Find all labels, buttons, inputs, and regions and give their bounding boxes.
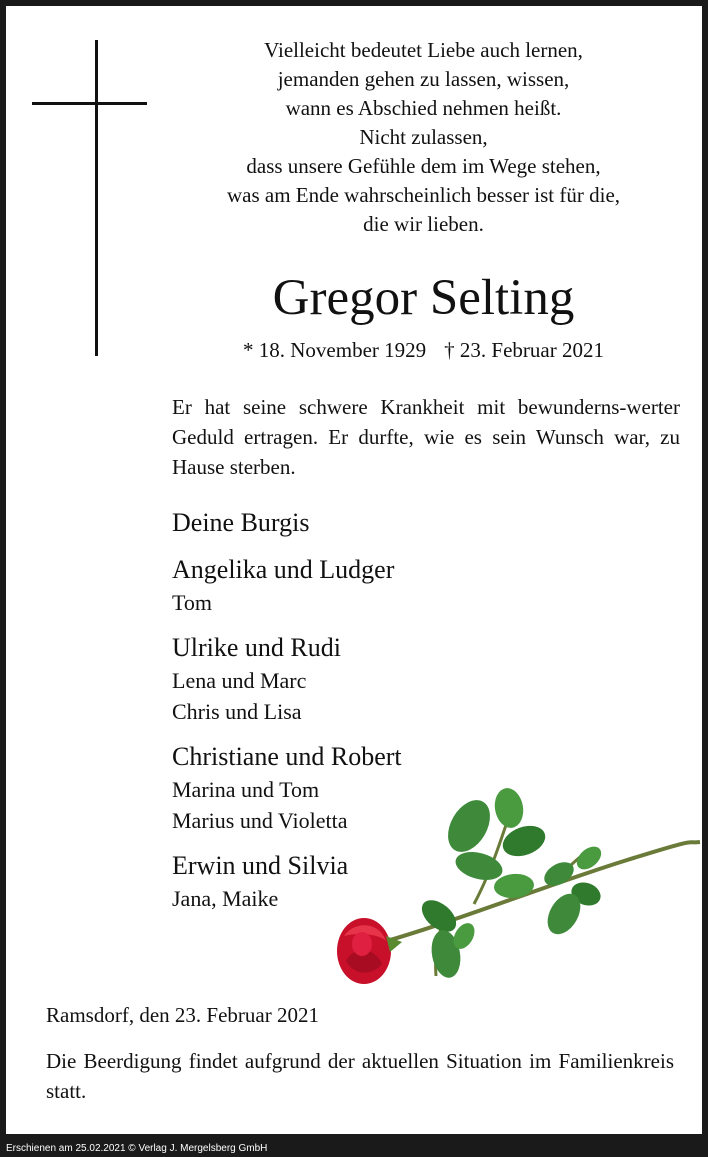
mourner-group: [172, 631, 472, 727]
poem-line: jemanden gehen zu lassen, wissen,: [277, 67, 570, 91]
burial-note: Die Beerdigung findet aufgrund der aktuellen Situation im Familienkreis statt.: [46, 1049, 674, 1103]
poem: [166, 36, 681, 239]
mourner-head: Christiane und Robert: [172, 742, 402, 771]
mourner-sub: Marina und Tom: [172, 777, 320, 802]
mourner-sub: Marius und Violetta: [172, 808, 348, 833]
mourner-head: Deine Burgis: [172, 508, 310, 537]
place-and-date: Ramsdorf, den 23. Februar 2021: [46, 1003, 319, 1027]
poem-line: wann es Abschied nehmen heißt.: [285, 96, 562, 120]
mourner-sub: Tom: [172, 590, 213, 615]
cross-icon: [95, 40, 98, 356]
mourner-sub: Chris und Lisa: [172, 699, 302, 724]
death-date: † 23. Februar 2021: [444, 338, 604, 362]
poem-line: was am Ende wahrscheinlich besser ist für die,: [226, 183, 621, 207]
mourner-sub: Jana, Maike: [172, 886, 279, 911]
publication-footer: Erschienen am 25.02.2021 © Verlag J. Mergelsberg GmbH: [6, 1143, 268, 1154]
obituary-notice: [6, 6, 702, 1134]
mourner-group: [172, 506, 472, 540]
deceased-name: Gregor Selting: [272, 270, 575, 326]
poem-line: die wir lieben.: [363, 212, 484, 236]
mourner-head: Ulrike und Rudi: [172, 633, 341, 662]
life-dates: [166, 336, 681, 364]
mourner-head: Angelika und Ludger: [172, 555, 395, 584]
tribute-text: Er hat seine schwere Krankheit mit bewunderns-werter Geduld ertragen. Er durfte, wie es sein Wunsch war, zu Hause sterben.: [172, 395, 680, 479]
cross-icon-bar: [32, 102, 147, 105]
mourner-sub: Lena und Marc: [172, 668, 307, 693]
birth-date: * 18. November 1929: [243, 338, 427, 362]
mourner-head: Erwin und Silvia: [172, 851, 349, 880]
rose-illustration: [324, 786, 702, 1001]
poem-line: Vielleicht bedeutet Liebe auch lernen,: [264, 38, 583, 62]
poem-line: Nicht zulassen,: [359, 125, 488, 149]
poem-line: dass unsere Gefühle dem im Wege stehen,: [246, 154, 601, 178]
mourner-group: [172, 553, 472, 618]
